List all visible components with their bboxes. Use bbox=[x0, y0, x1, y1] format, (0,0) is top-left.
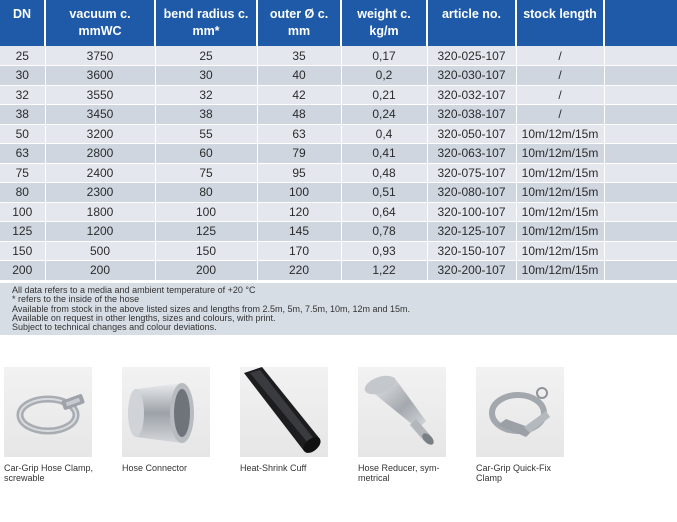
table-cell: 3750 bbox=[45, 46, 155, 66]
table-cell: 75 bbox=[155, 163, 257, 183]
table-cell: 42 bbox=[257, 85, 341, 105]
table-cell: 320-200-107 bbox=[427, 261, 516, 281]
table-cell: 1200 bbox=[45, 222, 155, 242]
table-row bbox=[0, 183, 677, 203]
table-cell bbox=[604, 124, 677, 144]
table-cell: 3200 bbox=[45, 124, 155, 144]
table-cell: 125 bbox=[155, 222, 257, 242]
accessory-hose-connector bbox=[122, 367, 222, 474]
table-cell: 2300 bbox=[45, 183, 155, 203]
table-cell: 0,48 bbox=[341, 163, 427, 183]
table-row bbox=[0, 85, 677, 105]
table-cell: 25 bbox=[0, 46, 45, 66]
table-cell: 125 bbox=[0, 222, 45, 242]
table-cell: 50 bbox=[0, 124, 45, 144]
table-row bbox=[0, 163, 677, 183]
table-cell: / bbox=[516, 46, 604, 66]
table-cell: 100 bbox=[257, 183, 341, 203]
table-cell bbox=[604, 183, 677, 203]
table-cell: 320-032-107 bbox=[427, 85, 516, 105]
header-weight: weight c. kg/m bbox=[341, 0, 427, 46]
table-cell: 79 bbox=[257, 144, 341, 164]
accessory-hose-reducer bbox=[358, 367, 458, 483]
table-cell: 170 bbox=[257, 241, 341, 261]
table-cell: 200 bbox=[0, 261, 45, 281]
table-cell: 145 bbox=[257, 222, 341, 242]
note-line: Available on request in other lengths, sizes and colours, with print. bbox=[12, 312, 276, 323]
table-cell: 32 bbox=[155, 85, 257, 105]
table-cell: 320-025-107 bbox=[427, 46, 516, 66]
table-cell bbox=[604, 163, 677, 183]
accessory-quick-fix-clamp bbox=[476, 367, 576, 483]
table-cell: 25 bbox=[155, 46, 257, 66]
table-cell: 320-063-107 bbox=[427, 144, 516, 164]
table-cell: 40 bbox=[257, 66, 341, 86]
table-row bbox=[0, 105, 677, 125]
note-line: * refers to the inside of the hose bbox=[12, 294, 140, 305]
table-cell: 55 bbox=[155, 124, 257, 144]
table-cell bbox=[604, 261, 677, 281]
table-cell: 60 bbox=[155, 144, 257, 164]
note-line: Available from stock in the above listed sizes and lengths from 2.5m, 5m, 7.5m, 10m, 12m and 15m. bbox=[12, 303, 411, 314]
table-header-row bbox=[0, 0, 677, 46]
hose-connector-image bbox=[122, 367, 210, 457]
table-cell: 75 bbox=[0, 163, 45, 183]
table-cell bbox=[604, 144, 677, 164]
header-bend-radius: bend radius c. mm* bbox=[155, 0, 257, 46]
table-cell: 0,51 bbox=[341, 183, 427, 203]
table-cell: 10m/12m/15m bbox=[516, 222, 604, 242]
table-cell: 320-030-107 bbox=[427, 66, 516, 86]
table-cell: 500 bbox=[45, 241, 155, 261]
table-cell bbox=[604, 85, 677, 105]
note-line: Subject to technical changes and colour deviations. bbox=[12, 322, 217, 333]
table-row bbox=[0, 241, 677, 261]
table-cell: 120 bbox=[257, 202, 341, 222]
note-line: All data refers to a media and ambient temperature of +20 °C bbox=[12, 285, 256, 295]
table-cell bbox=[604, 222, 677, 242]
table-cell bbox=[604, 66, 677, 86]
table-cell: 0,17 bbox=[341, 46, 427, 66]
table-cell: 320-100-107 bbox=[427, 202, 516, 222]
table-cell: 0,24 bbox=[341, 105, 427, 125]
table-cell: 30 bbox=[0, 66, 45, 86]
table-cell: 200 bbox=[155, 261, 257, 281]
accessory-hose-clamp bbox=[4, 367, 104, 483]
table-row bbox=[0, 144, 677, 164]
table-cell: 1800 bbox=[45, 202, 155, 222]
table-row bbox=[0, 202, 677, 222]
accessory-label: Heat-Shrink Cuff bbox=[240, 463, 307, 473]
table-cell: 10m/12m/15m bbox=[516, 241, 604, 261]
table-cell: 0,78 bbox=[341, 222, 427, 242]
table-cell: 80 bbox=[0, 183, 45, 203]
hose-reducer-image bbox=[358, 367, 446, 457]
table-cell: 10m/12m/15m bbox=[516, 202, 604, 222]
quick-fix-clamp-image bbox=[476, 367, 564, 457]
header-outer-diameter: outer Ø c. mm bbox=[257, 0, 341, 46]
table-cell: 2800 bbox=[45, 144, 155, 164]
accessory-heat-shrink-cuff bbox=[240, 367, 340, 474]
table-cell: / bbox=[516, 105, 604, 125]
table-cell: 3600 bbox=[45, 66, 155, 86]
header-empty bbox=[604, 0, 677, 46]
table-cell: 320-080-107 bbox=[427, 183, 516, 203]
table-cell: / bbox=[516, 85, 604, 105]
table-cell: 10m/12m/15m bbox=[516, 261, 604, 281]
table-cell: 100 bbox=[155, 202, 257, 222]
table-cell: 38 bbox=[155, 105, 257, 125]
accessory-label: Hose Reducer, sym- metrical bbox=[358, 463, 440, 483]
table-cell: 100 bbox=[0, 202, 45, 222]
table-cell: 320-050-107 bbox=[427, 124, 516, 144]
table-cell: 3450 bbox=[45, 105, 155, 125]
table-row bbox=[0, 66, 677, 86]
header-dn: DN bbox=[0, 0, 45, 46]
table-cell bbox=[604, 105, 677, 125]
table-cell: 2400 bbox=[45, 163, 155, 183]
table-cell: 32 bbox=[0, 85, 45, 105]
header-article-no: article no. bbox=[427, 0, 516, 46]
table-cell: 200 bbox=[45, 261, 155, 281]
table-cell: / bbox=[516, 66, 604, 86]
table-cell: 10m/12m/15m bbox=[516, 163, 604, 183]
table-cell: 0,2 bbox=[341, 66, 427, 86]
table-cell: 63 bbox=[257, 124, 341, 144]
table-cell: 80 bbox=[155, 183, 257, 203]
table-cell: 63 bbox=[0, 144, 45, 164]
table-cell: 10m/12m/15m bbox=[516, 183, 604, 203]
accessory-label: Hose Connector bbox=[122, 463, 188, 473]
table-cell: 150 bbox=[155, 241, 257, 261]
table-cell: 0,4 bbox=[341, 124, 427, 144]
table-cell: 1,22 bbox=[341, 261, 427, 281]
table-row bbox=[0, 46, 677, 66]
notes-box bbox=[0, 283, 677, 335]
table-cell: 220 bbox=[257, 261, 341, 281]
accessories-row bbox=[0, 367, 677, 517]
heat-shrink-cuff-image bbox=[240, 367, 328, 457]
table-cell bbox=[604, 46, 677, 66]
table-cell: 0,21 bbox=[341, 85, 427, 105]
table-cell: 48 bbox=[257, 105, 341, 125]
table-row bbox=[0, 124, 677, 144]
accessory-label: Car-Grip Quick-Fix Clamp bbox=[476, 463, 552, 483]
table-cell: 0,64 bbox=[341, 202, 427, 222]
header-vacuum: vacuum c. mmWC bbox=[45, 0, 155, 46]
table-cell bbox=[604, 202, 677, 222]
table-row bbox=[0, 261, 677, 281]
table-cell: 320-150-107 bbox=[427, 241, 516, 261]
table-row bbox=[0, 222, 677, 242]
hose-clamp-image bbox=[4, 367, 92, 457]
table-cell: 35 bbox=[257, 46, 341, 66]
table-cell: 95 bbox=[257, 163, 341, 183]
table-cell: 0,93 bbox=[341, 241, 427, 261]
table-cell: 320-125-107 bbox=[427, 222, 516, 242]
table-cell: 10m/12m/15m bbox=[516, 144, 604, 164]
table-cell bbox=[604, 241, 677, 261]
table-cell: 30 bbox=[155, 66, 257, 86]
table-cell: 0,41 bbox=[341, 144, 427, 164]
table-cell: 3550 bbox=[45, 85, 155, 105]
header-stock-length: stock length bbox=[516, 0, 604, 46]
table-cell: 320-075-107 bbox=[427, 163, 516, 183]
table-cell: 320-038-107 bbox=[427, 105, 516, 125]
accessory-label: Car-Grip Hose Clamp, screwable bbox=[4, 463, 94, 483]
table-cell: 10m/12m/15m bbox=[516, 124, 604, 144]
table-cell: 38 bbox=[0, 105, 45, 125]
table-cell: 150 bbox=[0, 241, 45, 261]
